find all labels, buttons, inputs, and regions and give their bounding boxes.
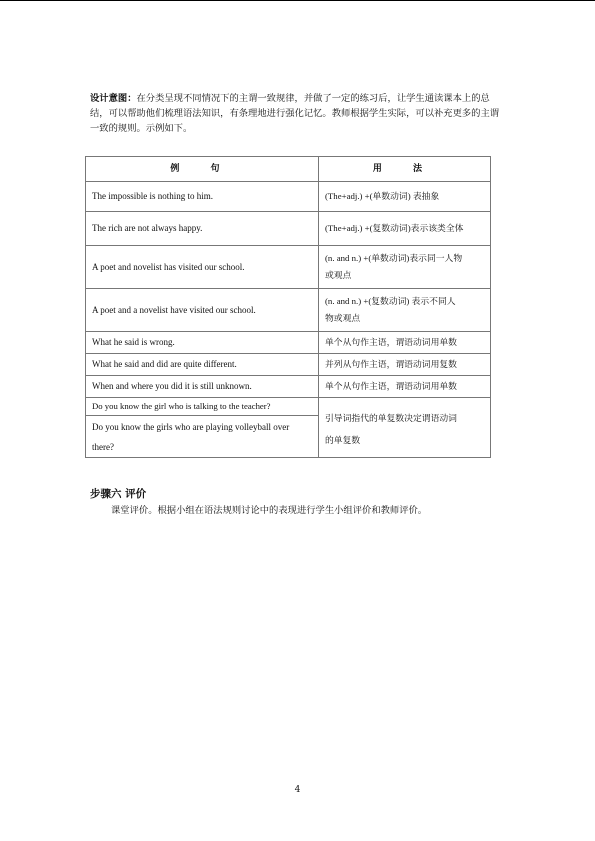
header-example: 例 句 <box>86 157 319 182</box>
grammar-table <box>85 156 491 458</box>
table-row <box>86 354 491 376</box>
example-cell: A poet and novelist has visited our school. <box>86 246 319 289</box>
usage-cell <box>319 246 491 289</box>
usage-cell: (The+adj.) +(复数动词)表示该类全体 <box>319 212 491 246</box>
usage-line: (n. and n.) +(复数动词) 表示不同人 <box>325 296 456 306</box>
table-row <box>86 376 491 398</box>
example-cell: Do you know the girls who are playing volleyball over there? <box>86 416 319 458</box>
step-six-heading: 步骤六 评价 <box>90 488 147 500</box>
table-row <box>86 398 491 416</box>
usage-cell: (The+adj.) +(单数动词) 表抽象 <box>319 182 491 212</box>
usage-line: 物或观点 <box>325 313 361 323</box>
table-row <box>86 212 491 246</box>
usage-cell <box>319 398 491 458</box>
example-cell: When and where you did it is still unknown. <box>86 376 319 398</box>
example-cell: A poet and a novelist have visited our school. <box>86 289 319 332</box>
header-rule <box>0 0 595 1</box>
table-row <box>86 246 491 289</box>
example-cell: What he said and did are quite different. <box>86 354 319 376</box>
example-cell: The impossible is nothing to him. <box>86 182 319 212</box>
usage-cell: 单个从句作主语，谓语动词用单数 <box>319 332 491 354</box>
example-cell: What he said is wrong. <box>86 332 319 354</box>
example-cell: The rich are not always happy. <box>86 212 319 246</box>
usage-line: 引导词指代的单复数决定谓语动词 <box>325 413 457 423</box>
page-number: 4 <box>294 785 301 795</box>
design-intent-label: 设计意图： <box>90 93 137 104</box>
table-row <box>86 182 491 212</box>
usage-line: (n. and n.) +(单数动词)表示同一人物 <box>325 253 463 263</box>
usage-cell: 单个从句作主语，谓语动词用单数 <box>319 376 491 398</box>
usage-cell <box>319 289 491 332</box>
step-six-body: 课堂评价。根据小组在语法规则讨论中的表现进行学生小组评价和教师评价。 <box>111 505 428 516</box>
usage-cell: 并列从句作主语，谓语动词用复数 <box>319 354 491 376</box>
design-intent-text: 在分类呈现不同情况下的主谓一致规律，并做了一定的练习后，让学生通读课本上的总结，可以帮助他们梳理语法知识，有条理地进行强化记忆。教师根据学生实际，可以补充更多的主谓一致的规则。示例如下。 <box>90 93 500 134</box>
header-usage: 用 法 <box>319 157 491 182</box>
table-header-row <box>86 157 491 182</box>
table-row <box>86 289 491 332</box>
design-intent-paragraph <box>90 91 502 136</box>
table-row <box>86 332 491 354</box>
usage-line: 或观点 <box>325 270 352 280</box>
usage-line: 的单复数 <box>325 435 361 445</box>
example-cell: Do you know the girl who is talking to the teacher? <box>86 398 319 416</box>
